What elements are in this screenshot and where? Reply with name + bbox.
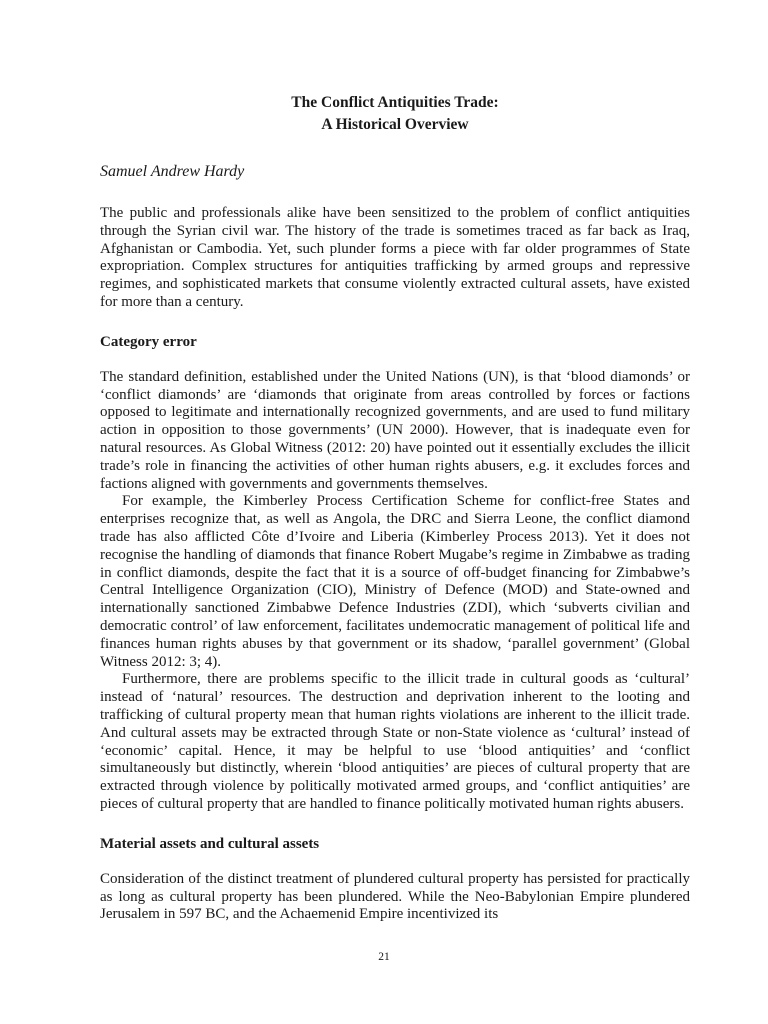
section-heading-category-error: Category error — [100, 333, 197, 350]
title-line-2: A Historical Overview — [321, 116, 469, 133]
body-paragraph: For example, the Kimberley Process Certification Scheme for conflict-free States and enterprises recognize that, as well as Angola, the DRC and Sierra Leone, the conflict diamond trade has also afflicted Côte d’Ivoire and Liberia (Kimberley Process 2013). Yet it does not recognise the handling of diamonds that finance Robert Mugabe’s regime in Zimbabwe as trading in conflict diamonds, despite the fact that it is a source of off-budget financing for Zimbabwe’s Central Intelligence Organization (CIO), Ministry of Defence (MOD) and State-owned and internationally sanctioned Zimbabwe Defence Industries (ZDI), which ‘subverts civilian and democratic control’ of law enforcement, facilitates undemocratic management of political life and finances human rights abuses by that government or its shadow, ‘parallel government’ (Global Witness 2012: 3; 4). — [100, 493, 690, 670]
body-paragraph: Furthermore, there are problems specific to the illicit trade in cultural goods as ‘cultural’ instead of ‘natural’ resources. The destruction and deprivation inherent to the looting and trafficking of cultural property mean that human rights violations are inherent to the illicit trade. And cultural assets may be extracted through State or non-State violence as ‘cultural’ instead of ‘economic’ capital. Hence, it may be helpful to use ‘blood antiquities’ and ‘conflict simultaneously but distinctly, wherein ‘blood antiquities’ are pieces of cultural property that are extracted through violence by politically motivated armed groups, and ‘conflict antiquities’ are pieces of cultural property that are handled to finance politically motivated human rights abusers. — [100, 671, 690, 812]
page-number: 21 — [378, 951, 390, 963]
body-paragraph: Consideration of the distinct treatment of plundered cultural property has persisted for practically as long as cultural property has been plundered. While the Neo-Babylonian Empire plundered Jerusalem in 597 BC, and the Achaemenid Empire incentivized its — [100, 870, 690, 923]
title-line-1: The Conflict Antiquities Trade: — [291, 94, 499, 111]
abstract-paragraph: The public and professionals alike have been sensitized to the problem of conflict antiquities through the Syrian civil war. The history of the trade is sometimes traced as far back as Iraq, Afghanistan or Cambodia. Yet, such plunder forms a piece with far older programmes of State expropriation. Complex structures for antiquities trafficking by armed groups and repressive regimes, and sophisticated markets that consume violently extracted cultural assets, have existed for more than a century. — [100, 205, 690, 310]
body-paragraph: The standard definition, established under the United Nations (UN), is that ‘blood diamonds’ or ‘conflict diamonds’ are ‘diamonds that originate from areas controlled by forces or factions opposed to legitimate and internationally recognized governments, and are used to fund military action in opposition to those governments’ (UN 2000). However, that is inadequate even for natural resources. As Global Witness (2012: 20) have pointed out it essentially excludes the illicit trade’s role in financing the activities of other human rights abusers, e.g. it excludes forces and factions aligned with governments and governments themselves. — [100, 368, 690, 492]
paper-page — [100, 92, 690, 924]
section-heading-material-assets: Material assets and cultural assets — [100, 835, 320, 852]
author-name: Samuel Andrew Hardy — [100, 163, 245, 180]
paper-title — [100, 92, 690, 136]
